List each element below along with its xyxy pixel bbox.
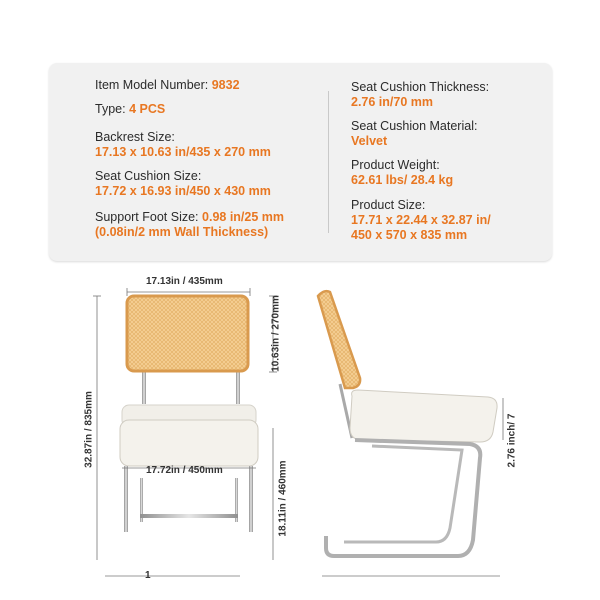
side-frame-inner: [344, 446, 462, 542]
label-bottom-cut: 1: [145, 570, 151, 581]
label-backrest-width: 17.13in / 435mm: [146, 276, 223, 287]
label-backrest-height: 10.63in / 270mm: [270, 295, 282, 372]
spec-value-2: (0.08in/2 mm Wall Thickness): [95, 225, 269, 239]
spec-label: Support Foot Size:: [95, 210, 199, 224]
side-frame-front: [334, 440, 480, 556]
side-chair: [318, 291, 497, 556]
front-seat-cushion: [120, 420, 258, 466]
front-leg-left: [124, 466, 128, 532]
front-backrest: [127, 296, 248, 371]
spec-value-2: 450 x 570 x 835 mm: [351, 228, 468, 242]
front-base-bar: [140, 514, 238, 518]
spec-value: 2.76 in/70 mm: [351, 95, 433, 109]
spec-value: Velvet: [351, 134, 388, 148]
front-leg-right: [249, 466, 253, 532]
label-seat-height: 18.11in / 460mm: [277, 460, 289, 537]
spec-value: 17.71 x 22.44 x 32.87 in/: [351, 213, 491, 227]
front-chair: [120, 296, 258, 532]
label-total-height: 32.87in / 835mm: [83, 391, 95, 468]
spec-value: 17.72 x 16.93 in/450 x 430 mm: [95, 184, 271, 198]
spec-value: 62.61 lbs/ 28.4 kg: [351, 173, 454, 187]
label-seat-width: 17.72in / 450mm: [146, 465, 223, 476]
spec-label: Seat Cushion Size:: [95, 169, 202, 183]
spec-value: 4 PCS: [129, 102, 166, 116]
spec-label: Seat Cushion Material:: [351, 119, 478, 133]
spec-label: Backrest Size:: [95, 130, 175, 144]
spec-label: Type:: [95, 102, 126, 116]
spec-value: 0.98 in/25 mm: [202, 210, 285, 224]
spec-label: Product Weight:: [351, 158, 440, 172]
side-backrest: [318, 291, 360, 388]
spec-label: Product Size:: [351, 198, 426, 212]
side-seat-cushion: [350, 390, 497, 442]
label-cushion-thickness: 2.76 inch/ 7: [506, 413, 518, 468]
spec-label: Seat Cushion Thickness:: [351, 80, 490, 94]
spec-value: 17.13 x 10.63 in/435 x 270 mm: [95, 145, 271, 159]
spec-value: 9832: [211, 78, 240, 92]
spec-label: Item Model Number:: [95, 78, 209, 92]
side-frame-foot: [326, 536, 334, 556]
